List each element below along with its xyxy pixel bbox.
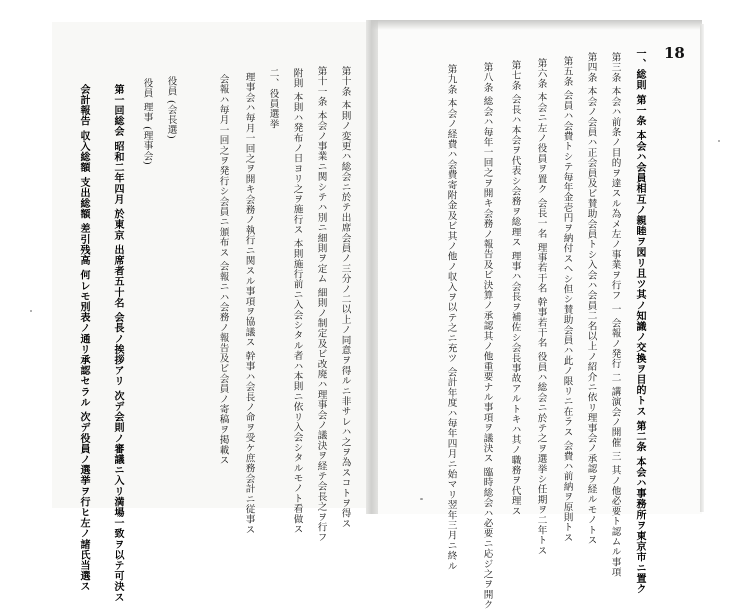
text-column: 会報ハ毎月一回之ヲ発行シ会員ニ頒布ス 会報ニハ会務ノ報告及ビ会員ノ寄稿ヲ掲載ス (217, 74, 229, 466)
page-top-shadow (371, 20, 702, 30)
book-gutter (366, 20, 378, 514)
text-column: 第十一条 本会ノ事業ニ関シテハ別ニ細則ヲ定ム 細則ノ制定及ビ改廃ハ理事会ノ議決ヲ経テ会長之ヲ行フ (315, 66, 327, 543)
text-column: 附則 本則ハ発布ノ日ヨリ之ヲ施行ス 本則施行前ニ入会シタル者ハ本則ニ依リ入会シタルモノト看做ス (291, 68, 303, 535)
text-column: 第一回総会 昭和二年四月 於東京 出席者五十名 会長ノ挨拶アリ 次デ会則ノ審議ニ入リ満場一致ヲ以テ可決ス (112, 84, 123, 603)
page-number: 18 (664, 44, 685, 62)
role-label: 役員 (会長選) (165, 76, 177, 140)
text-column: 第六条 本会ニ左ノ役員ヲ置ク 会長一名 理事若干名 幹事若干名 役員ハ総会ニ於テ之ヲ選挙シ任期ヲ二年トス (535, 58, 547, 556)
section-heading: 二、役員選挙 (267, 68, 279, 130)
text-column: 第七条 会長ハ本会ヲ代表シ会務ヲ総理ス 理事ハ会長ヲ補佐シ会長事故アルトキハ其ノ職務ヲ代理ス (509, 60, 521, 517)
text-column: 第十条 本則ノ変更ハ総会ニ於テ出席会員ノ三分ノ二以上ノ同意ヲ得ルニ非サレハ之ヲ為スコトヲ得ス (339, 66, 351, 529)
text-column: 第五条 会員ハ会費トシテ毎年金壱円ヲ納付スヘシ但シ賛助会員ハ此ノ限リニ在ラス 会費ハ前納ヲ原則トス (561, 56, 573, 543)
text-column: 第三条 本会ハ前条ノ目的ヲ達スル為メ左ノ事業ヲ行フ 一 会報ノ発行 二 講演会ノ開催 三 其ノ他必要ト認ムル事項 (609, 52, 621, 578)
scan-speck (30, 310, 32, 312)
scan-speck (420, 498, 423, 500)
role-label: 役員 理事 (理事会) (141, 78, 153, 166)
page-edge-shadow (700, 24, 704, 512)
scan-speck (718, 140, 720, 142)
text-column: 一、総則 第一条 本会ハ会員相互ノ親睦ヲ図リ且ツ其ノ知識ノ交換ヲ目的トス 第二条 本会ハ事務所ヲ東京市ニ置ク (634, 48, 645, 595)
text-column: 会計報告 収入総額 支出総額 差引残高 何レモ別表ノ通リ承認セラル 次デ役員ノ選挙ヲ行ヒ左ノ諸氏当選ス (78, 84, 89, 593)
text-column: 第四条 本会ノ会員ハ正会員及ビ賛助会員トシ入会ハ会員二名以上ノ紹介ニ依リ理事会ノ承認ヲ経ルモノトス (585, 52, 597, 546)
text-column: 第九条 本会ノ経費ハ会費寄附金及ビ其ノ他ノ収入ヲ以テ之ニ充ツ 会計年度ハ毎年四月ニ始マリ翌年三月ニ終ル (445, 64, 457, 572)
text-column: 第八条 総会ハ毎年一回之ヲ開キ会務ノ報告及ビ決算ノ承認其ノ他重要ナル事項ヲ議決ス 臨時総会ハ必要ニ応ジ之ヲ開ク (481, 62, 493, 610)
text-column: 理事会ハ毎月一回之ヲ開キ会務ノ執行ニ関スル事項ヲ協議ス 幹事ハ会長ノ命ヲ受ケ庶務会計ニ従事ス (243, 72, 255, 535)
